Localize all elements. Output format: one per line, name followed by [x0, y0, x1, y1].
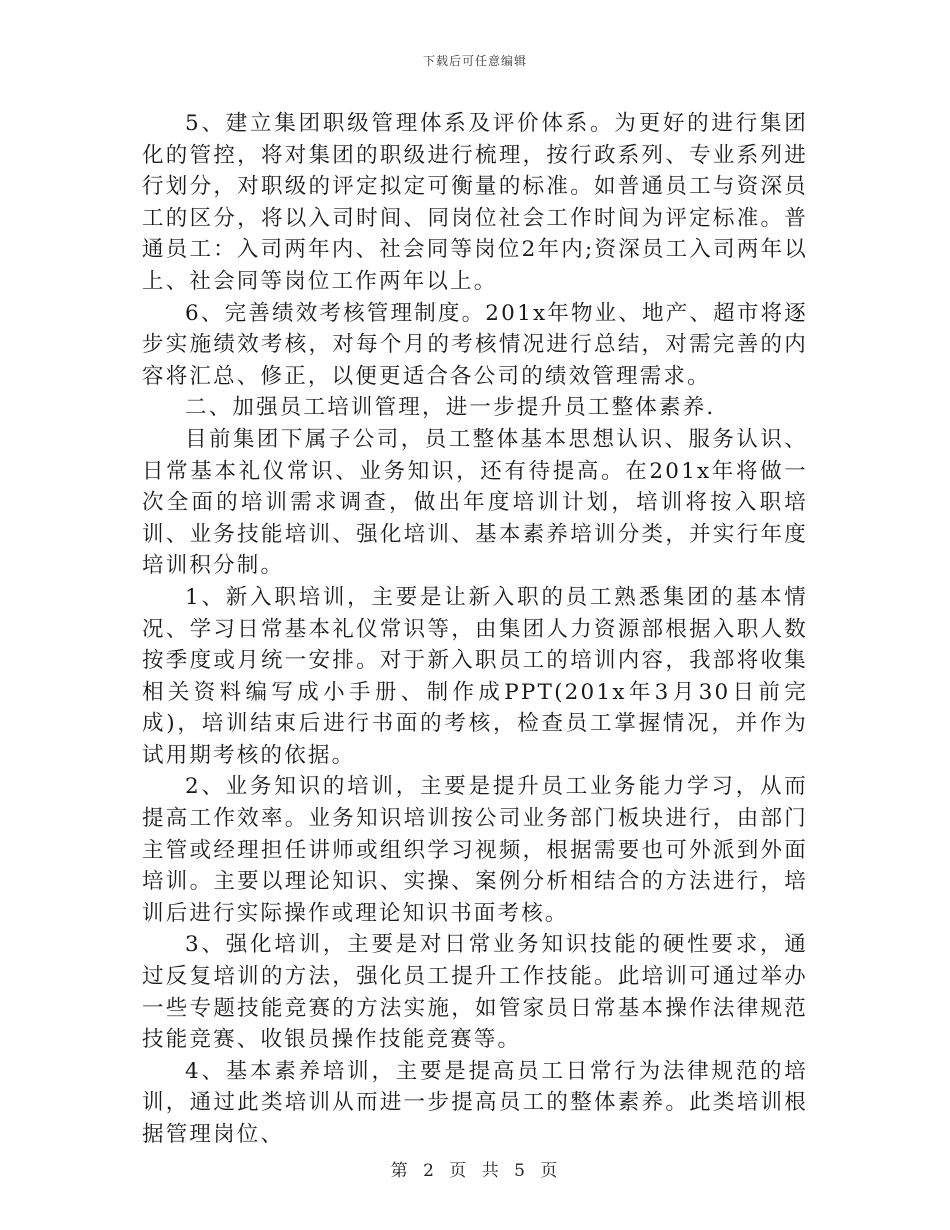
page-header: 下载后可任意编辑	[422, 54, 527, 68]
paragraph-performance-appraisal: 6、完善绩效考核管理制度。201x年物业、地产、超市将逐步实施绩效考核，对每个月的考核情况进行总结，对需完善的内容将汇总、修正，以便更适合各公司的绩效管理需求。	[142, 300, 808, 389]
document-body	[142, 108, 808, 1151]
page-number-footer: 第 2 页 共 5 页	[390, 1161, 560, 1181]
paragraph-new-hire-training: 1、新入职培训，主要是让新入职的员工熟悉集团的基本情况、学习日常基本礼仪常识等，由集团人力资源部根据入职人数按季度或月统一安排。对于新入职员工的培训内容，我部将收集相关资料编写成小手册、制作成PPT(201x年3月30日前完成)，培训结束后进行书面的考核，检查员工掌握情况，并作为试用期考核的依据。	[142, 584, 808, 768]
paragraph-business-knowledge-training: 2、业务知识的培训，主要是提升员工业务能力学习，从而提高工作效率。业务知识培训按公司业务部门板块进行，由部门主管或经理担任讲师或组织学习视频，根据需要也可外派到外面培训。主要以理论知识、实操、案例分析相结合的方法进行，培训后进行实际操作或理论知识书面考核。	[142, 774, 808, 926]
paragraph-job-grade-system: 5、建立集团职级管理体系及评价体系。为更好的进行集团化的管控，将对集团的职级进行梳理，按行政系列、专业系列进行划分，对职级的评定拟定可衡量的标准。如普通员工与资深员工的区分，将以入司时间、同岗位社会工作时间为评定标准。普通员工：入司两年内、社会同等岗位2年内;资深员工入司两年以上、社会同等岗位工作两年以上。	[142, 111, 808, 294]
paragraph-basic-quality-training: 4、基本素养培训，主要是提高员工日常行为法律规范的培训，通过此类培训从而进一步提高员工的整体素养。此类培训根据管理岗位、	[142, 1058, 808, 1147]
paragraph-intensive-training: 3、强化培训，主要是对日常业务知识技能的硬性要求，通过反复培训的方法，强化员工提升工作技能。此培训可通过举办一些专题技能竞赛的方法实施，如管家员日常基本操作法律规范技能竞赛、收银员操作技能竞赛等。	[142, 932, 808, 1053]
section-heading-training: 二、加强员工培训管理，进一步提升员工整体素养.	[185, 395, 716, 421]
paragraph-training-overview: 目前集团下属子公司，员工整体基本思想认识、服务认识、日常基本礼仪常识、业务知识，还有待提高。在201x年将做一次全面的培训需求调查，做出年度培训计划，培训将按入职培训、业务技能培训、强化培训、基本素养培训分类，并实行年度培训积分制。	[142, 426, 808, 579]
